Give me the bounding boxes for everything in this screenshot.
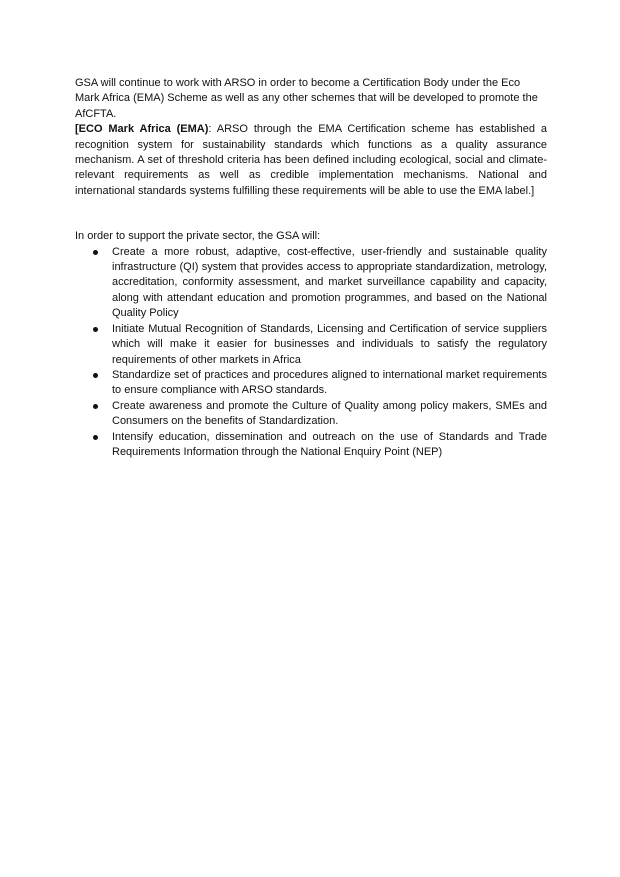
list-item [112,245,547,322]
list-item [112,399,547,430]
list-item-text: Standardize set of practices and procedures aligned to international market requirements to ensure compliance with ARSO standards. [112,368,547,397]
bullet-icon [93,404,98,409]
bullet-icon [93,250,98,255]
list-item-text: Create awareness and promote the Culture of Quality among policy makers, SMEs and Consumers on the benefits of Standardization. [112,399,547,428]
paragraph-arso-certification: GSA will continue to work with ARSO in order to become a Certification Body under the Eco Mark Africa (EMA) Scheme as well as any other schemes that will be developed to promote the AfCFTA. [75,77,538,120]
list-item [112,368,547,399]
bullet-icon [93,327,98,332]
ema-note-label: [ECO Mark Africa (EMA) [75,123,209,136]
support-actions-list [75,245,547,461]
document-body [75,76,547,460]
list-item [112,322,547,368]
list-item [112,430,547,461]
list-item-text: Intensify education, dissemination and outreach on the use of Standards and Trade Requirements Information through the National Enquiry Point (NEP) [112,430,547,458]
paragraph-private-sector-intro: In order to support the private sector, the GSA will: [75,230,321,243]
ema-note-text: : ARSO through the EMA Certification scheme has established a recognition system for sustainability standards which functions as a quality assurance mechanism. A set of threshold criteria has been defined including ecological, social and climate-relevant requirements as well as credible implementation mechanisms. National and international standards systems fulfilling these requirements will be able to use the EMA label.] [75,123,547,197]
bullet-icon [93,373,98,378]
bullet-icon [93,435,98,440]
list-item-text: Create a more robust, adaptive, cost-effective, user-friendly and sustainable quality infrastructure (QI) system that provides access to appropriate standardization, metrology, accreditation, conformity assessment, and market surveillance capability and capacity, along with attendant education and promotion programmes, and based on the National Quality Policy [112,245,547,320]
list-item-text: Initiate Mutual Recognition of Standards, Licensing and Certification of service suppliers which will make it easier for businesses and individuals to satisfy the regulatory requirements of other markets in Africa [112,322,547,366]
paragraph-ema-note [75,122,547,199]
